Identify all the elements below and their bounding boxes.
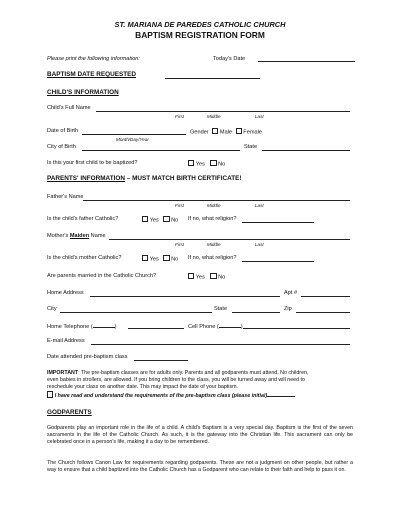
godparents-paragraph-2: The Church follows Canon Law for requirements regarding godparents. These are not a judgment on other people, but rather a way to ensure that a child baptized into the Catholic Church has a Godparent who can relate to their faith and help to pass it on. [47, 460, 353, 473]
father-religion-field[interactable] [242, 222, 314, 223]
parents-heading [47, 175, 242, 183]
cell-phone-field[interactable] [243, 328, 350, 329]
father-name-field[interactable] [83, 200, 350, 201]
zip-field[interactable] [296, 312, 350, 313]
apt-field[interactable] [301, 296, 350, 297]
child-last-caption: Last [255, 114, 264, 119]
city-label: City [47, 306, 57, 312]
no-label: No [171, 256, 179, 263]
no-label: No [171, 217, 179, 224]
city-field[interactable] [60, 312, 212, 313]
cell-area-code-field[interactable] [219, 322, 241, 328]
dob-caption: Month/Day/Year [116, 137, 149, 142]
yes-label: Yes [149, 256, 159, 263]
child-full-name-field[interactable] [96, 111, 350, 112]
child-middle-caption: Middle [207, 114, 221, 119]
married-no-checkbox[interactable] [210, 273, 216, 279]
home-address-label: Home Address [47, 290, 84, 296]
no-label: No [218, 274, 226, 281]
home-address-field[interactable] [90, 296, 280, 297]
child-first-caption: First [175, 114, 184, 119]
yes-label: Yes [195, 274, 205, 281]
initials-field[interactable] [267, 391, 295, 397]
acknowledge-text: I have read and understand the requirements of the pre-baptism class (please initial) [54, 393, 268, 399]
print-instruction: Please print the following information: [47, 56, 140, 62]
mother-first-caption: First [175, 242, 184, 247]
important-line3: reschedule your class on another date. This may impact the date of your baptism. [47, 384, 238, 390]
mother-name-label [47, 233, 106, 240]
mother-catholic-yes-checkbox[interactable] [142, 255, 148, 261]
godparents-heading: GODPARENTS [47, 409, 92, 416]
father-catholic-yes-checkbox[interactable] [142, 216, 148, 222]
state-label: State [214, 306, 228, 312]
maiden-label: Maiden [69, 233, 90, 239]
male-label: Male [219, 129, 233, 136]
married-options [188, 273, 225, 282]
father-catholic-question: Is the child's father Catholic? [47, 216, 119, 222]
married-yes-checkbox[interactable] [188, 273, 194, 279]
mother-catholic-question: Is the child's mother Catholic? [47, 255, 122, 261]
cell-phone-label: Cell Phone ( ) [188, 324, 243, 330]
mother-prefix: Mother's [47, 233, 70, 239]
apt-label: Apt # [284, 290, 298, 296]
gender-group [190, 128, 262, 137]
church-name: ST. MARIANA DE PAREDES CATHOLIC CHURCH [114, 20, 286, 29]
birth-state-label: State [244, 144, 258, 150]
home-phone-text: Home Telephone ( [47, 324, 93, 330]
no-label: No [218, 161, 226, 168]
mother-religion-label: If no, what religion? [188, 255, 237, 261]
father-last-caption: Last [255, 203, 264, 208]
home-area-code-field[interactable] [93, 322, 115, 328]
yes-label: Yes [149, 217, 159, 224]
mother-last-caption: Last [255, 242, 264, 247]
father-catholic-no-checkbox[interactable] [163, 216, 169, 222]
home-phone-label: Home Telephone ( ) [47, 324, 117, 330]
father-name-label: Father's Name [47, 194, 84, 200]
mother-religion-field[interactable] [242, 261, 314, 262]
important-label: IMPORTANT [47, 370, 79, 376]
home-phone-field[interactable] [128, 328, 184, 329]
first-child-yes-checkbox[interactable] [188, 160, 194, 166]
female-label: Female [243, 129, 262, 136]
parents-heading-suffix: – MUST MATCH BIRTH CERTIFICATE! [124, 175, 242, 182]
mother-catholic-options [142, 255, 178, 264]
city-of-birth-label: City of Birth [47, 144, 76, 150]
first-child-options [188, 160, 225, 169]
city-of-birth-field[interactable] [82, 150, 240, 151]
acknowledge-line [47, 391, 295, 400]
father-middle-caption: Middle [207, 203, 221, 208]
form-title: BAPTISM REGISTRATION FORM [135, 30, 265, 40]
mother-name-field[interactable] [109, 239, 350, 240]
godparents-paragraph-1: Godparents play an important role in the life of a child. A child's Baptism is a very special day. Baptism is the first of the seven sacraments in the life of the Catholic Church. As such, it is the gateway into the Christian life. This sacrament can only be celebrated once in a person's life, making it a day to be remembered. [47, 425, 353, 445]
dob-label: Date of Birth [47, 128, 79, 134]
important-line1 [47, 370, 308, 377]
zip-label: Zip [284, 306, 292, 312]
father-catholic-options [142, 216, 178, 225]
first-child-no-checkbox[interactable] [210, 160, 216, 166]
married-question: Are parents married in the Catholic Church? [47, 273, 157, 279]
email-label: E-mail Address [47, 338, 85, 344]
state-field[interactable] [232, 312, 280, 313]
father-religion-label: If no, what religion? [188, 216, 237, 222]
yes-label: Yes [195, 161, 205, 168]
important-text-1: : The pre-baptism classes are for adults only. Parents and all godparents must attend. No children, [78, 370, 309, 376]
birth-state-field[interactable] [262, 150, 350, 151]
male-checkbox[interactable] [212, 128, 218, 134]
todays-date-label: Today's Date [213, 56, 246, 62]
cell-phone-text: Cell Phone ( [188, 324, 219, 330]
child-full-name-label: Child's Full Name [47, 105, 91, 111]
acknowledge-checkbox[interactable] [47, 391, 53, 397]
female-checkbox[interactable] [236, 128, 242, 134]
father-first-caption: First [175, 203, 184, 208]
child-info-heading: CHILD'S INFORMATION [47, 89, 119, 96]
gender-label: Gender [190, 129, 209, 136]
mother-suffix: Name [89, 233, 106, 239]
baptism-date-heading: BAPTISM DATE REQUESTED [47, 71, 137, 78]
email-field[interactable] [91, 344, 350, 345]
todays-date-field[interactable] [258, 61, 355, 62]
mother-catholic-no-checkbox[interactable] [163, 255, 169, 261]
class-date-label: Date attended pre-baptism class [47, 354, 128, 360]
parents-heading-main: PARENTS' INFORMATION [47, 175, 125, 182]
class-date-field[interactable] [134, 360, 188, 361]
mother-middle-caption: Middle [207, 242, 221, 247]
dob-field[interactable] [82, 134, 186, 135]
baptism-date-field[interactable] [165, 78, 260, 79]
important-line2: even babies in strollers, are allowed. If you bring children to the class, you will be turned away and will need to [47, 377, 305, 383]
first-child-question: Is this your first child to be baptized? [47, 160, 138, 166]
